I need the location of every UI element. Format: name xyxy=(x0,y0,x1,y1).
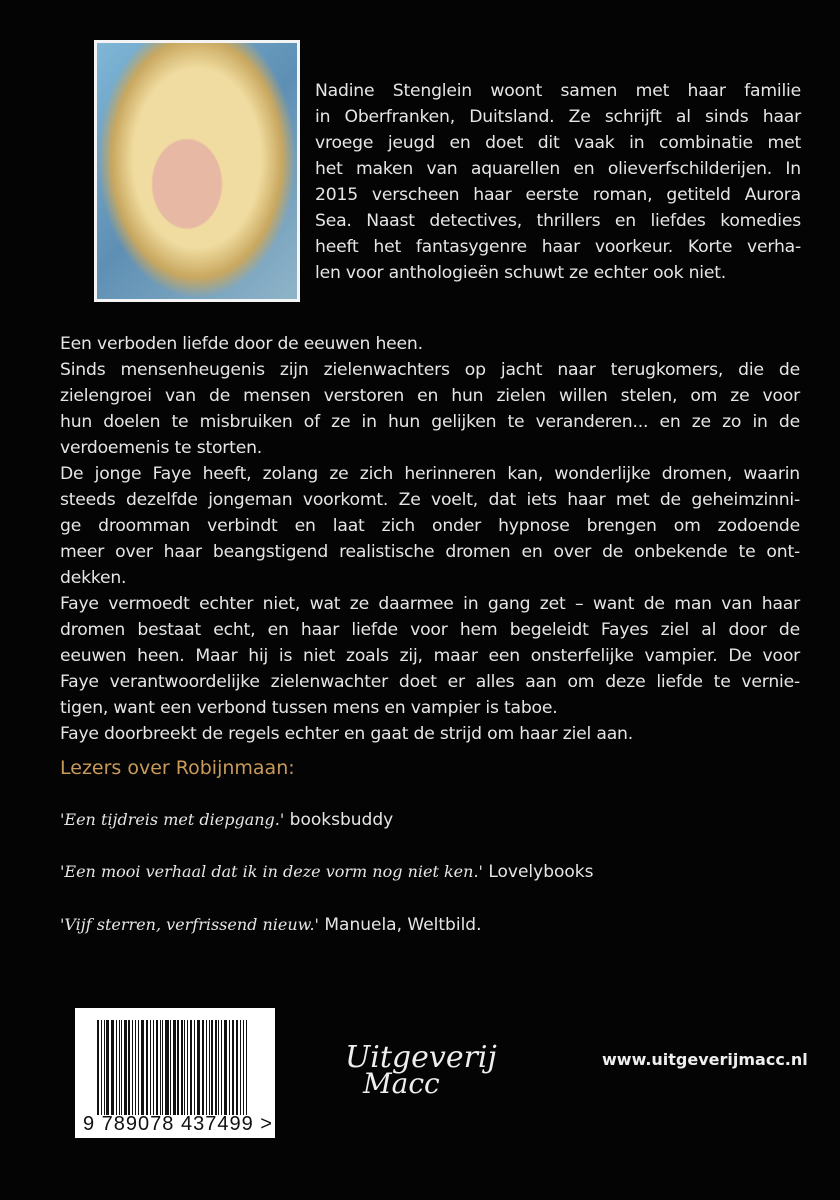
barcode-bar xyxy=(116,1020,117,1115)
barcode-bar xyxy=(224,1020,227,1115)
barcode-bar xyxy=(162,1020,163,1115)
publisher-url: www.uitgeverijmacc.nl xyxy=(602,1050,808,1069)
review-quote: 'Vijf sterren, verfrissend nieuw.' Manuela, Weltbild. xyxy=(60,915,482,935)
text-line: De jonge Faye heeft, zolang ze zich herinneren kan, wonderlijke dromen, waarin xyxy=(60,464,800,484)
barcode-bar xyxy=(101,1020,102,1115)
text-line: het maken van aquarellen en olieverfschilderijen. In xyxy=(315,159,801,179)
barcode-bar xyxy=(177,1020,179,1115)
barcode-bar xyxy=(111,1020,114,1115)
author-photo xyxy=(94,40,300,302)
publisher-logo: Uitgeverij Macc xyxy=(345,1040,497,1100)
barcode-bar xyxy=(165,1020,168,1115)
author-bio xyxy=(315,78,801,286)
text-line: Faye vermoedt echter niet, wat ze daarmee in gang zet – want de man van haar xyxy=(60,594,800,614)
text-line: verdoemenis te storten. xyxy=(60,438,263,458)
text-line: Nadine Stenglein woont samen met haar familie xyxy=(315,81,801,101)
barcode-bar xyxy=(197,1020,200,1115)
barcode-bar xyxy=(209,1020,210,1115)
barcode-bar xyxy=(211,1020,212,1115)
text-line: vroege jeugd en doet dit vaak in combinatie met xyxy=(315,133,801,153)
barcode-bar xyxy=(229,1020,230,1115)
barcode-bar xyxy=(132,1020,133,1115)
barcode-bar xyxy=(97,1020,99,1115)
barcode-bar xyxy=(206,1020,207,1115)
barcode-bar xyxy=(119,1020,120,1115)
barcode-bar xyxy=(156,1020,158,1115)
barcode-bar xyxy=(232,1020,234,1115)
text-line: in Oberfranken, Duitsland. Ze schrijft al sinds haar xyxy=(315,107,801,127)
barcode-bar xyxy=(124,1020,126,1115)
barcode-bar xyxy=(246,1020,247,1115)
barcode-bar xyxy=(190,1020,192,1115)
review-quote: 'Een mooi verhaal dat ik in deze vorm nog niet ken.' Lovelybooks xyxy=(60,862,594,882)
text-line: Sea. Naast detectives, thrillers en liefdes komedies xyxy=(315,211,801,231)
barcode-bar xyxy=(221,1020,222,1115)
barcode-bar xyxy=(121,1020,122,1115)
text-line: Faye verantwoordelijke zielenwachter doet er alles aan om deze liefde te vernie- xyxy=(60,672,800,692)
barcode-bar xyxy=(194,1020,195,1115)
barcode-bar xyxy=(173,1020,175,1115)
text-line: steeds dezelfde jongeman voorkomt. Ze voelt, dat iets haar met de geheimzinni- xyxy=(60,490,800,510)
barcode-bar xyxy=(106,1020,108,1115)
barcode-bar xyxy=(141,1020,144,1115)
text-line: zielengroei van de mensen verstoren en hun zielen willen stelen, om ze voor xyxy=(60,386,800,406)
barcode-bar xyxy=(170,1020,171,1115)
barcode-bars xyxy=(97,1020,249,1115)
text-line: Sinds mensenheugenis zijn zielenwachters op jacht naar terugkomers, die de xyxy=(60,360,800,380)
barcode-bar xyxy=(104,1020,105,1115)
barcode-bar xyxy=(240,1020,241,1115)
barcode-bar xyxy=(150,1020,151,1115)
barcode-bar xyxy=(153,1020,154,1115)
barcode-bar xyxy=(146,1020,148,1115)
barcode-bar xyxy=(135,1020,136,1115)
review-quote: 'Een tijdreis met diepgang.' booksbuddy xyxy=(60,810,394,830)
isbn-barcode xyxy=(75,1008,275,1138)
barcode-bar xyxy=(218,1020,219,1115)
barcode-bar xyxy=(215,1020,217,1115)
reviews-heading: Lezers over Robijnmaan: xyxy=(60,757,295,779)
text-line: heeft het fantasygenre haar voorkeur. Korte verha- xyxy=(315,237,801,257)
text-line: meer over haar beangstigend realistische dromen en over de onbekende te ont- xyxy=(60,542,800,562)
barcode-bar xyxy=(128,1020,130,1115)
barcode-bar xyxy=(243,1020,244,1115)
book-blurb xyxy=(60,331,800,747)
barcode-bar xyxy=(187,1020,188,1115)
barcode-bar xyxy=(138,1020,139,1115)
text-line: eeuwen heen. Maar hij is niet zoals zij, maar een onsterfelijke vampier. De voor xyxy=(60,646,800,666)
text-line: tigen, want een verbond tussen mens en vampier is taboe. xyxy=(60,698,558,718)
text-line: Faye doorbreekt de regels echter en gaat de strijd om haar ziel aan. xyxy=(60,724,633,744)
barcode-bar xyxy=(236,1020,238,1115)
text-line: dromen bestaat echt, en haar liefde voor hem begeleidt Fayes ziel al door de xyxy=(60,620,800,640)
text-line: len voor anthologieën schuwt ze echter ook niet. xyxy=(315,263,727,283)
barcode-bar xyxy=(181,1020,182,1115)
text-line: 2015 verscheen haar eerste roman, getiteld Aurora xyxy=(315,185,801,205)
text-line: ge droomman verbindt en laat zich onder hypnose brengen om zodoende xyxy=(60,516,800,536)
text-line: hun doelen te misbruiken of ze in hun gelijken te veranderen... en ze zo in de xyxy=(60,412,800,432)
barcode-bar xyxy=(202,1020,204,1115)
isbn-number: 9 789078 437499 > xyxy=(83,1113,273,1135)
barcode-bar xyxy=(160,1020,161,1115)
text-line: Een verboden liefde door de eeuwen heen. xyxy=(60,334,423,354)
text-line: dekken. xyxy=(60,568,127,588)
barcode-bar xyxy=(184,1020,185,1115)
